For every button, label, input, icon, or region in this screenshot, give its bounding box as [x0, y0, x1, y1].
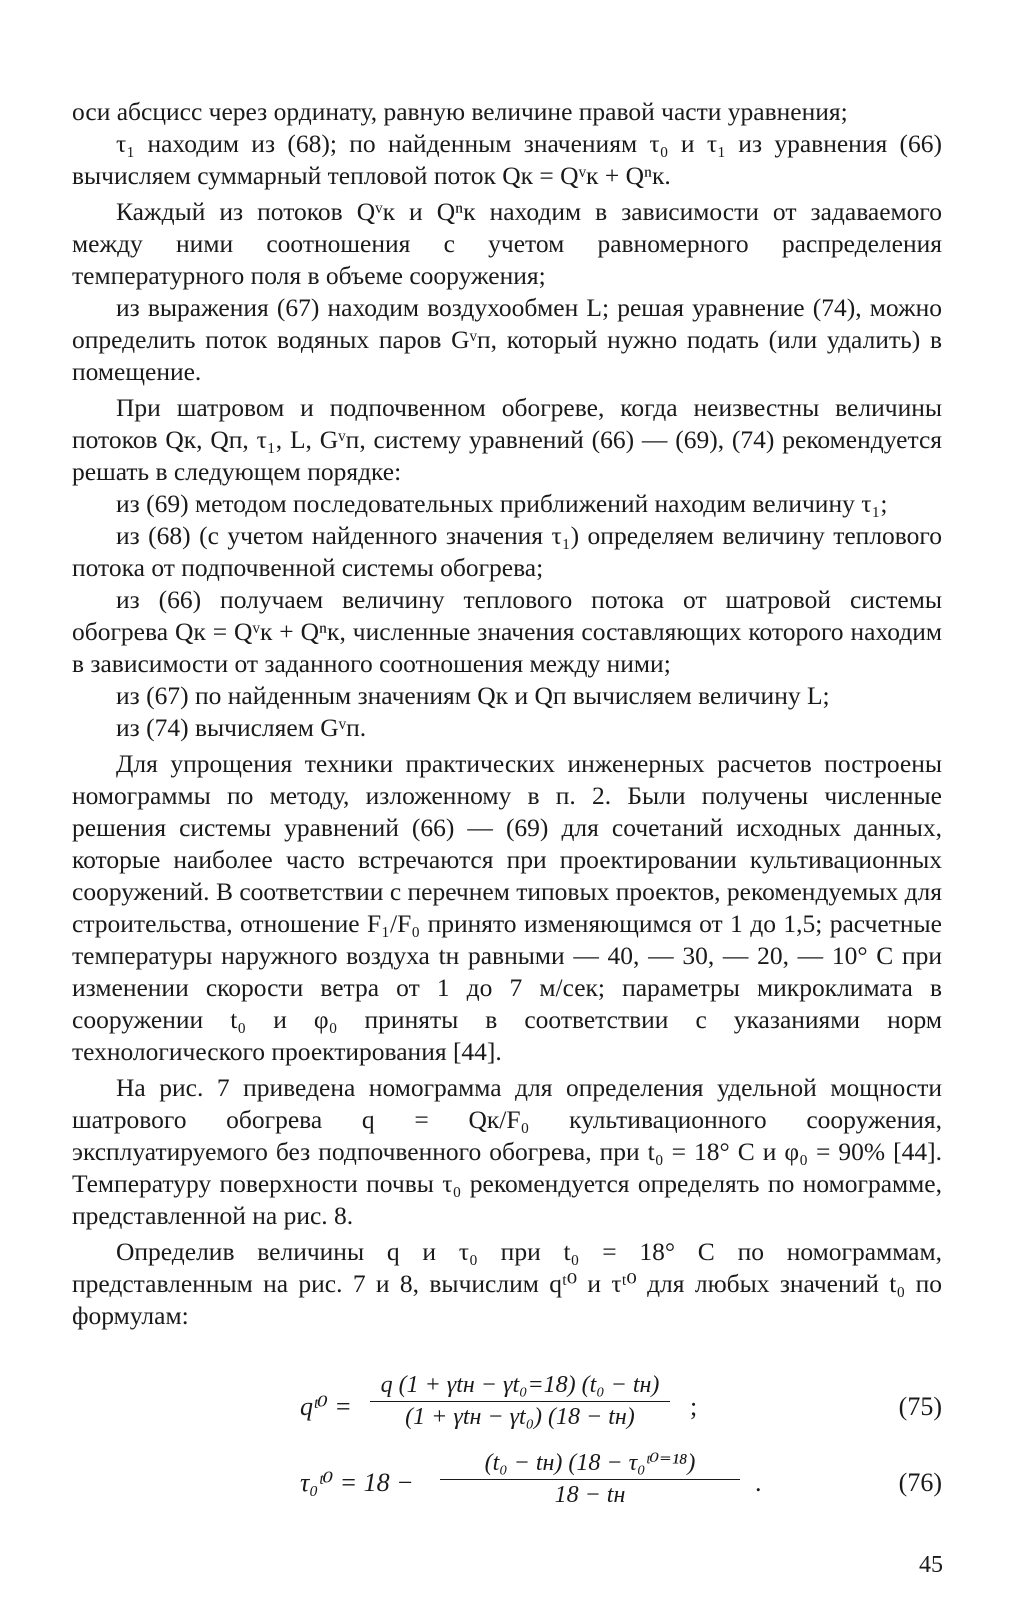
- paragraph: из (66) получаем величину теплового потока от шатровой системы обогрева Qк = Qᵛк + Qⁿк, численные значения составляющих которого находим в зависимости от заданного соотношения между ними;: [72, 585, 942, 678]
- paragraph: из (68) (с учетом найденного значения τ₁) определяем величину теплового потока от подпочвенной системы обогрева;: [72, 521, 942, 582]
- formula-fraction: [440, 1448, 740, 1509]
- equation-number: (76): [898, 1468, 942, 1497]
- paragraph: оси абсцисс через ординату, равную величине правой части уравнения;: [72, 97, 848, 126]
- formula-fraction: [370, 1372, 670, 1431]
- formula-lhs: τ₀ᵗ⁰ = 18 −: [300, 1468, 414, 1497]
- formula-lhs: qᵗ⁰ =: [300, 1392, 352, 1421]
- formula-denominator: (1 + γtн − γt₀) (18 − tн): [405, 1404, 635, 1430]
- formula-numerator: (t₀ − tн) (18 − τ₀ᵗ⁰⁼¹⁸): [440, 1448, 740, 1480]
- paragraph: Определив величины q и τ₀ при t₀ = 18° С по номограммам, представленным на рис. 7 и 8, вычислим qᵗ⁰ и τᵗ⁰ для любых значений t₀ по формулам:: [72, 1237, 942, 1330]
- paragraph: из (69) методом последовательных приближений находим величину τ₁;: [116, 489, 888, 518]
- paragraph: Для упрощения техники практических инженерных расчетов построены номограммы по методу, изложенному в п. 2. Были получены численные решения системы уравнений (66) — (69) для сочетаний исходных данных, которые наиболее часто встречаются при проектировании культивационных сооружений. В соответствии с перечнем типовых проектов, рекомендуемых для строительства, отношение F₁/F₀ принято изменяющимся от 1 до 1,5; расчетные температуры наружного воздуха tн равными — 40, — 30, — 20, — 10° С при изменении скорости ветра от 1 до 7 м/сек; параметры микроклимата в сооружении t₀ и φ₀ приняты в соответствии с указаниями норм технологического проектирования [44].: [72, 749, 942, 1066]
- formula-numerator: q (1 + γtн − γt₀=18) (t₀ − tн): [370, 1372, 670, 1402]
- paragraph: из выражения (67) находим воздухообмен L; решая уравнение (74), можно определить поток водяных паров Gᵛп, который нужно подать (или удалить) в помещение.: [72, 293, 942, 386]
- paragraph: На рис. 7 приведена номограмма для определения удельной мощности шатрового обогрева q = Qк/F₀ культивационного сооружения, эксплуатируемого без подпочвенного обогрева, при t₀ = 18° С и φ₀ = 90% [44]. Температуру поверхности почвы τ₀ рекомендуется определять по номограмме, представленной на рис. 8.: [72, 1073, 942, 1230]
- formula-denominator: 18 − tн: [554, 1482, 626, 1508]
- formula-punctuation: ;: [690, 1392, 698, 1421]
- paragraph: из (74) вычисляем Gᵛп.: [116, 713, 367, 742]
- page-number: 45: [919, 1552, 943, 1578]
- paragraph: из (67) по найденным значениям Qк и Qп вычисляем величину L;: [116, 681, 830, 710]
- paragraph: При шатровом и подпочвенном обогреве, когда неизвестны величины потоков Qк, Qп, τ₁, L, Gᵛп, систему уравнений (66) — (69), (74) рекомендуется решать в следующем порядке:: [72, 393, 942, 486]
- formula-76: [300, 1448, 942, 1518]
- paragraph: τ₁ находим из (68); по найденным значениям τ₀ и τ₁ из уравнения (66) вычисляем суммарный тепловой поток Qк = Qᵛк + Qⁿк.: [72, 129, 942, 190]
- formula-75: [300, 1372, 942, 1442]
- formula-punctuation: .: [755, 1468, 762, 1497]
- body-text: [72, 96, 942, 1332]
- paragraph: Каждый из потоков Qᵛк и Qⁿк находим в зависимости от задаваемого между ними соотношения с учетом равномерного распределения температурного поля в объеме сооружения;: [72, 197, 942, 290]
- equation-number: (75): [898, 1392, 942, 1421]
